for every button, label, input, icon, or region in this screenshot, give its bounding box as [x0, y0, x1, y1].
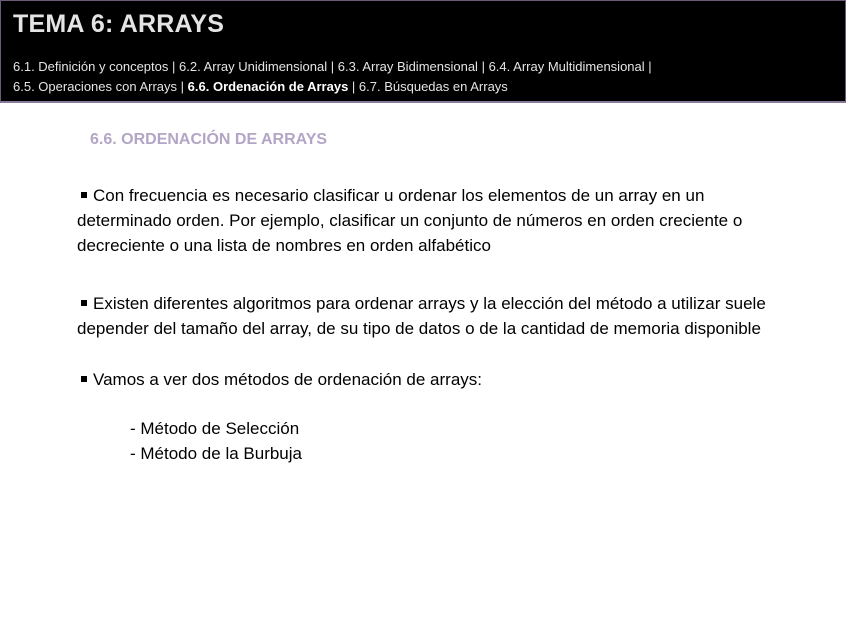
slide-title: TEMA 6: ARRAYS: [13, 10, 225, 38]
toc-item-6-5[interactable]: 6.5. Operaciones con Arrays: [13, 79, 178, 94]
slide-body: [77, 183, 777, 466]
bullet-text-1: Con frecuencia es necesario clasificar u ordenar los elementos de un array en un determinado orden. Por ejemplo, clasificar un conjunto de números en orden creciente o decreciente o una lista de nombres en orden alfabético: [77, 186, 743, 255]
square-bullet-icon: [81, 300, 87, 306]
toc-item-6-6-current[interactable]: 6.6. Ordenación de Arrays: [187, 79, 349, 94]
toc-item-6-4[interactable]: 6.4. Array Multidimensional: [488, 59, 645, 74]
methods-list: [77, 416, 777, 466]
toc-separator: |: [648, 59, 652, 74]
bullet-paragraph-3: [77, 367, 777, 392]
section-heading: 6.6. ORDENACIÓN DE ARRAYS: [90, 131, 328, 148]
table-of-contents: [13, 57, 813, 97]
method-item-burbuja: - Método de la Burbuja: [130, 444, 302, 463]
toc-separator: |: [351, 79, 359, 94]
bullet-text-2: Existen diferentes algoritmos para ordenar arrays y la elección del método a utilizar suele depender del tamaño del array, de su tipo de datos o de la cantidad de memoria disponible: [77, 294, 766, 338]
square-bullet-icon: [81, 376, 87, 382]
toc-separator: |: [180, 79, 188, 94]
toc-separator: |: [481, 59, 489, 74]
toc-item-6-7[interactable]: 6.7. Búsquedas en Arrays: [358, 79, 508, 94]
toc-item-6-3[interactable]: 6.3. Array Bidimensional: [337, 59, 478, 74]
toc-line-1: [13, 57, 813, 77]
bullet-paragraph-2: [77, 291, 777, 341]
header-banner: [0, 0, 846, 103]
toc-line-2: [13, 77, 813, 97]
toc-separator: |: [172, 59, 179, 74]
toc-item-6-1[interactable]: 6.1. Definición y conceptos: [13, 59, 169, 74]
bullet-text-3: Vamos a ver dos métodos de ordenación de arrays:: [93, 370, 483, 389]
toc-item-6-2[interactable]: 6.2. Array Unidimensional: [179, 59, 328, 74]
bullet-paragraph-1: [77, 183, 777, 258]
square-bullet-icon: [81, 192, 87, 198]
method-item-seleccion: - Método de Selección: [130, 419, 300, 438]
toc-separator: |: [330, 59, 338, 74]
